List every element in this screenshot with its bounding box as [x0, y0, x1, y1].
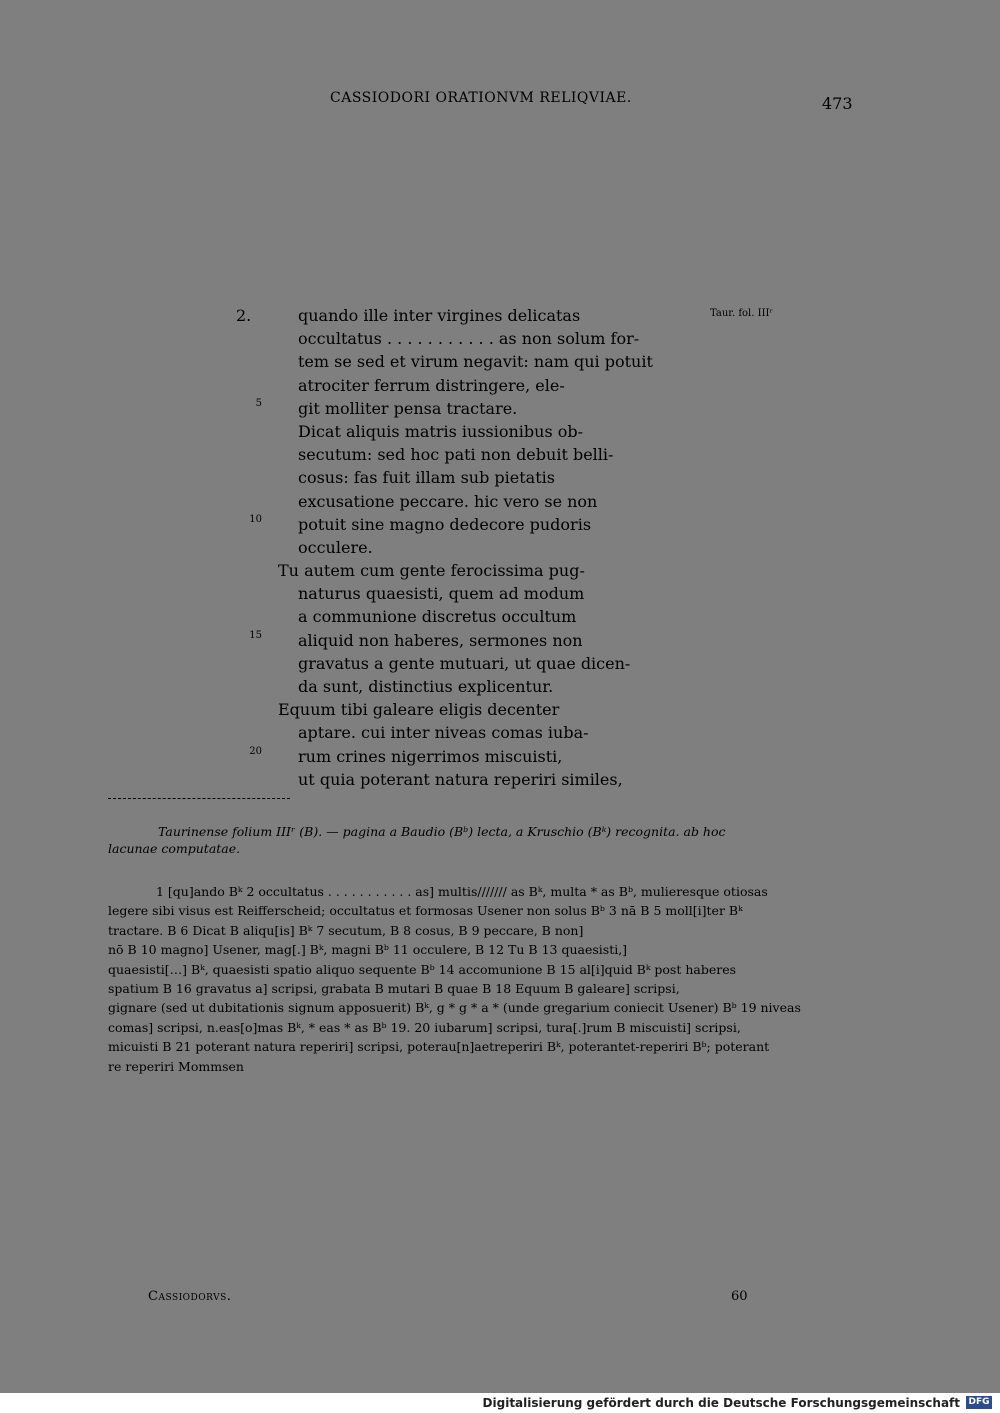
footer-signature: Cassiodorvs.	[148, 1289, 232, 1304]
apparatus-line: gignare (sed ut dubitationis signum apposuerit) Bᵏ, g * g * a * (unde gregarium coniecit Usener) Bᵇ 19 niveas	[108, 1000, 801, 1016]
dfg-logo: DFG	[966, 1396, 992, 1409]
running-head: CASSIODORI ORATIONVM RELIQVIAE.	[330, 90, 632, 106]
text-line: occultatus . . . . . . . . . . . as non solum for-	[298, 329, 640, 349]
apparatus-line: comas] scripsi, n.eas[o]mas Bᵏ, * eas * as Bᵇ 19. 20 iubarum] scripsi, tura[.]rum B miscuisti] scripsi,	[108, 1019, 741, 1035]
main-text	[278, 304, 708, 791]
footer-sheet-number: 60	[731, 1289, 748, 1304]
funding-credit: Digitalisierung gefördert durch die Deutsche Forschungsgemeinschaft	[482, 1396, 960, 1410]
text-line: da sunt, distinctius explicentur.	[298, 677, 554, 696]
text-line: secutum: sed hoc pati non debuit belli-	[298, 445, 614, 465]
text-line: git molliter pensa tractare.	[298, 398, 518, 418]
apparatus-line: micuisti B 21 poterant natura reperiri] scripsi, poterau[n]aetreperiri Bᵏ, poterantet-reperiri Bᵇ; poterant	[108, 1039, 770, 1055]
text-line: occulere.	[298, 537, 373, 557]
line-number: 10	[249, 514, 262, 525]
line-number: 15	[249, 630, 262, 641]
text-line: atrociter ferrum distringere, ele-	[298, 375, 565, 395]
text-line: Dicat aliquis matris iussionibus ob-	[298, 421, 584, 441]
apparatus-line: quaesisti[…] Bᵏ, quaesisti spatio aliquo sequente Bᵇ 14 accomunione B 15 al[i]quid Bᵏ post haberes	[108, 961, 737, 977]
text-line: a communione discretus occultum	[298, 607, 577, 627]
text-line: aliquid non haberes, sermones non	[298, 630, 583, 650]
text-line: Equum tibi galeare eligis decenter	[278, 700, 560, 720]
source-note: Taurinense folium IIIʳ (B). — pagina a Baudio (Bᵇ) lecta, a Kruschio (Bᵏ) recognita. ab hoc	[158, 824, 726, 839]
section-number: 2.	[236, 306, 252, 325]
line-number: 5	[255, 398, 262, 409]
apparatus-line: tractare. B 6 Dicat B aliqu[is] Bᵏ 7 secutum, B 8 cosus, B 9 peccare, B non]	[108, 922, 584, 938]
line-number: 20	[249, 746, 262, 757]
text-line: ut quia poterant natura reperiri similes,	[298, 769, 623, 789]
text-line: rum crines nigerrimos miscuisti,	[298, 746, 563, 766]
apparatus-line: spatium B 16 gravatus a] scripsi, grabata B mutari B quae B 18 Equum B galeare] scripsi,	[108, 981, 680, 997]
text-line: excusatione peccare. hic vero se non	[298, 491, 598, 511]
text-line: quando ille inter virgines delicatas	[298, 306, 581, 325]
text-line: aptare. cui inter niveas comas iuba-	[298, 723, 589, 743]
text-line: Tu autem cum gente ferocissima pug-	[278, 561, 585, 581]
page-number: 473	[822, 94, 853, 113]
text-line: potuit sine magno dedecore pudoris	[298, 514, 592, 534]
marginal-folio-reference: Taur. fol. IIIʳ	[710, 308, 773, 319]
apparatus-line: re reperiri Mommsen	[108, 1058, 244, 1074]
text-line: naturus quaesisti, quem ad modum	[298, 584, 585, 604]
apparatus-line: nō B 10 magno] Usener, mag[.] Bᵏ, magni Bᵇ 11 occulere, B 12 Tu B 13 quaesisti,]	[108, 942, 628, 958]
apparatus-line: legere sibi visus est Reifferscheid; occultatus et formosas Usener non solus Bᵇ 3 nā B 5 moll[i]ter Bᵏ	[108, 903, 743, 919]
text-line: tem se sed et virum negavit: nam qui potuit	[298, 352, 653, 372]
text-line: cosus: fas fuit illam sub pietatis	[298, 468, 555, 488]
apparatus-line: 1 [qu]ando Bᵏ 2 occultatus . . . . . . . . . . . as] multis/////// as Bᵏ, multa * as Bᵇ, mulieresque otiosas	[156, 884, 768, 899]
text-line: gravatus a gente mutuari, ut quae dicen-	[298, 653, 631, 673]
source-note-continued: lacunae computatae.	[108, 841, 241, 856]
critical-apparatus	[108, 882, 846, 1076]
footnote-separator	[108, 798, 290, 799]
